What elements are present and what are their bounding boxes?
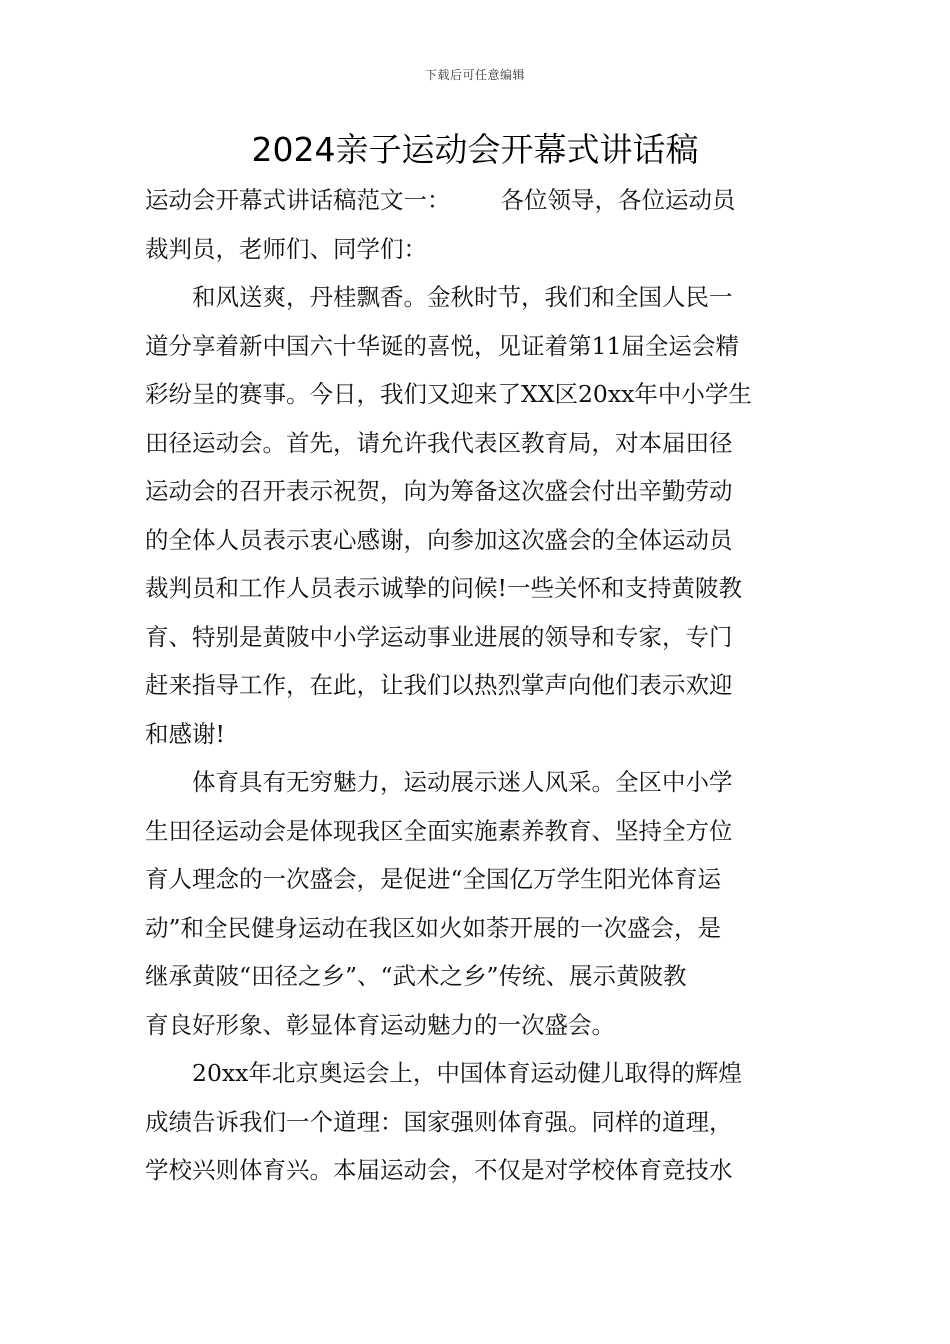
paragraph-line: 裁判员和工作人员表示诚挚的问候!一些关怀和支持黄陂教 <box>145 574 742 602</box>
paragraph-line: 学校兴则体育兴。本届运动会，不仅是对学校体育竞技水 <box>145 1156 733 1184</box>
paragraph-line: 彩纷呈的赛事。今日，我们又迎来了XX区20xx年中小学生 <box>145 380 752 408</box>
paragraph-line: 动”和全民健身运动在我区如火如荼开展的一次盛会，是 <box>145 913 722 942</box>
document-body <box>145 176 807 1195</box>
paragraph-line: 体育具有无穷魅力，运动展示迷人风采。全区中小学 <box>192 768 733 796</box>
paragraph-line: 育良好形象、彰显体育运动魅力的一次盛会。 <box>145 1010 615 1039</box>
paragraph-line: 和感谢! <box>145 719 225 748</box>
paragraph-3 <box>145 1049 807 1195</box>
paragraph-line: 运动会的召开表示祝贺，向为筹备这次盛会付出辛勤劳动 <box>145 477 733 505</box>
paragraph-line: 田径运动会。首先，请允许我代表区教育局，对本届田径 <box>145 428 733 457</box>
greeting-line: 裁判员，老师们、同学们： <box>145 234 427 263</box>
paragraph-line: 的全体人员表示衷心感谢，向参加这次盛会的全体运动员 <box>145 525 733 554</box>
paragraph-1 <box>145 273 807 758</box>
paragraph-line: 和风送爽，丹桂飘香。金秋时节，我们和全国人民一 <box>192 283 733 311</box>
document-title: 2024亲子运动会开幕式讲话稿 <box>251 130 699 169</box>
greeting-intro: 运动会开幕式讲话稿范文一： <box>145 186 451 214</box>
paragraph-line: 赶来指导工作，在此，让我们以热烈掌声向他们表示欢迎 <box>145 671 733 699</box>
paragraph-line: 道分享着新中国六十华诞的喜悦，见证着第11届全运会精 <box>145 331 739 360</box>
paragraph-line: 继承黄陂“田径之乡”、“武术之乡”传统、展示黄陂教 <box>145 962 687 990</box>
greeting-line <box>145 176 807 225</box>
greeting-audience: 各位领导，各位运动员 <box>500 186 736 214</box>
paragraph-line: 生田径运动会是体现我区全面实施素养教育、坚持全方位 <box>145 816 733 845</box>
header-note: 下载后可任意编辑 <box>424 68 525 82</box>
paragraph-line: 育人理念的一次盛会，是促进“全国亿万学生阳光体育运 <box>145 865 722 893</box>
paragraph-line: 育、特别是黄陂中小学运动事业进展的领导和专家，专门 <box>145 622 733 651</box>
paragraph-2 <box>145 758 807 1049</box>
paragraph-line: 成绩告诉我们一个道理：国家强则体育强。同样的道理， <box>145 1107 733 1136</box>
paragraph-line: 20xx年北京奥运会上，中国体育运动健儿取得的辉煌 <box>192 1059 742 1087</box>
